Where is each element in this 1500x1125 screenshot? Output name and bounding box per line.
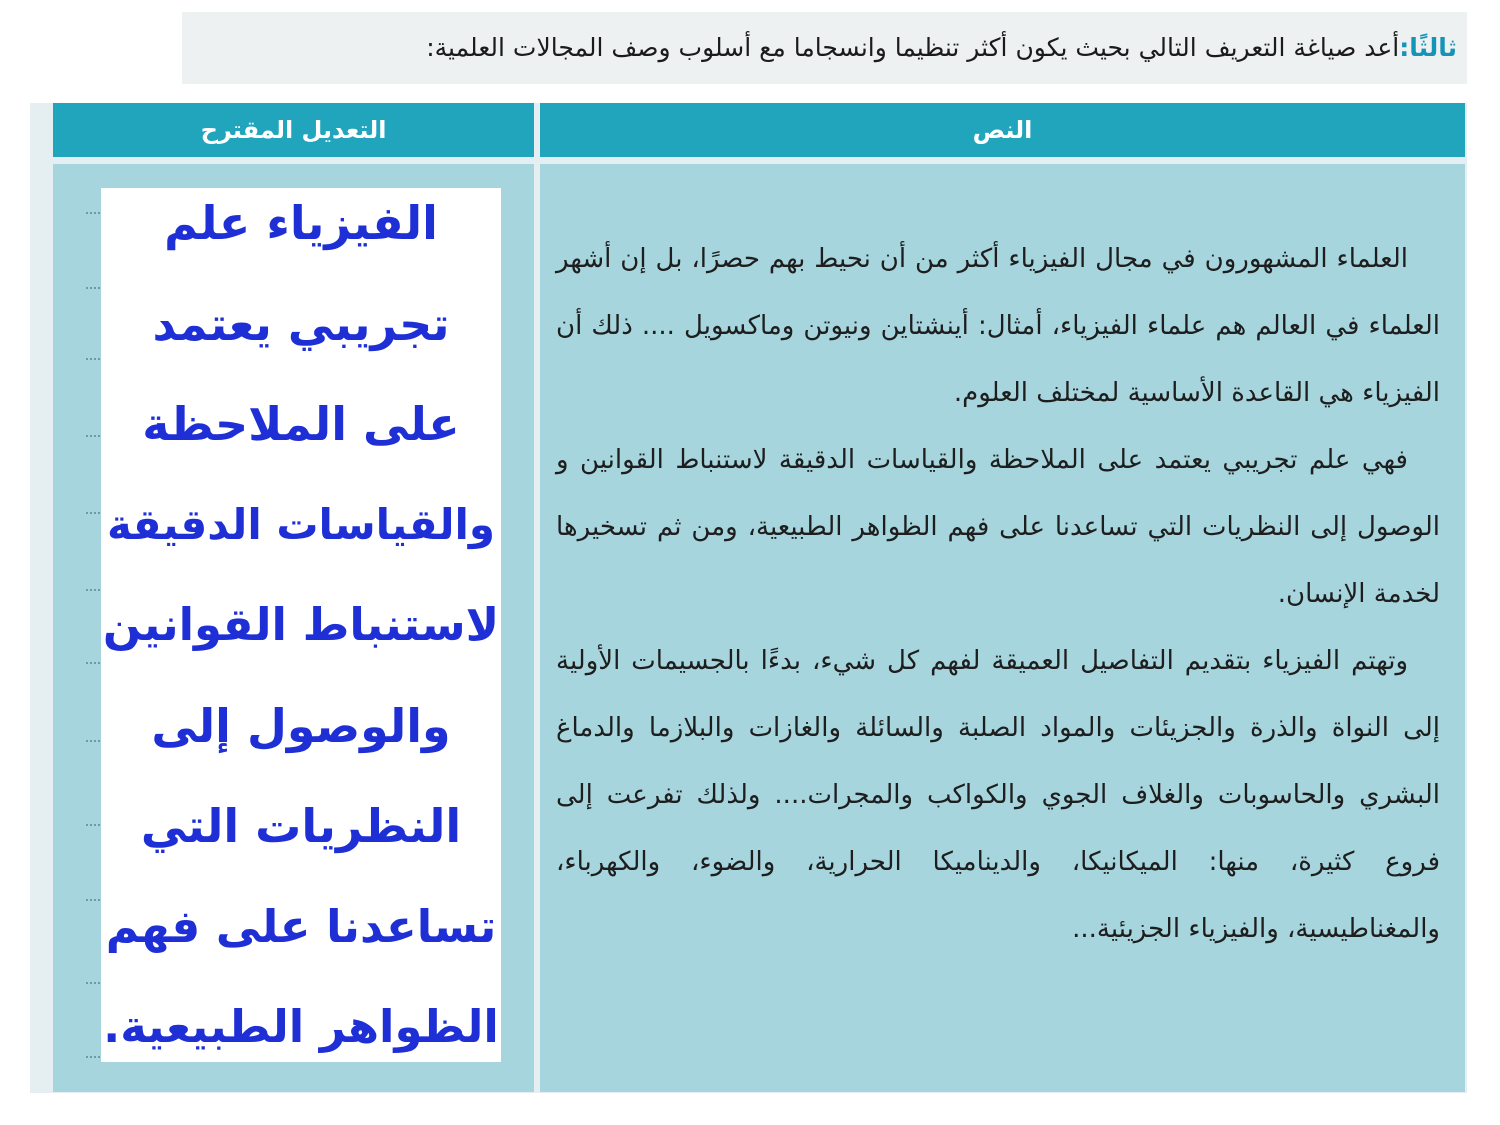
suggested-modification-answer	[101, 190, 501, 1095]
answer-line: النظريات التي	[140, 799, 462, 853]
instruction-lead: ثالثًا:	[1399, 33, 1457, 62]
answer-line: الظواهر الطبيعية.	[103, 1000, 499, 1053]
instruction-banner	[182, 12, 1467, 84]
text-column-header: النص	[540, 103, 1465, 157]
instruction-text: أعد صياغة التعريف التالي بحيث يكون أكثر تنظيما وانسجاما مع أسلوب وصف المجالات العلمية:	[426, 33, 1400, 62]
answer-line: والوصول إلى	[151, 698, 451, 753]
answer-line: تساعدنا على فهم	[105, 899, 497, 953]
source-paragraph: وتهتم الفيزياء بتقديم التفاصيل العميقة لفهم كل شيء، بدءًا بالجسيمات الأولية إلى النواة والذرة والجزيئات والمواد الصلبة والسائلة والغازات والبلازما والدماغ البشري والحاسوبات والغلاف الجوي والكواكب والمجرات.... ولذلك تفرعت إلى فروع كثيرة، منها: الميكانيكا، والديناميكا الحرارية، والضوء، والكهرباء، والمغناطيسية، والفيزياء الجزيئية...	[556, 646, 1440, 944]
answer-line: تجريبي يعتمد	[152, 296, 450, 351]
source-paragraph: العلماء المشهورون في مجال الفيزياء أكثر من أن نحيط بهم حصرًا، بل إن أشهر العلماء في العالم هم علماء الفيزياء، أمثال: أينشتاين ونيوتن وماكسويل .... ذلك أن الفيزياء هي القاعدة الأساسية لمختلف العلوم.	[556, 244, 1440, 408]
answer-line: على الملاحظة	[142, 397, 460, 451]
answer-line: والقياسات الدقيقة	[106, 499, 496, 549]
modification-column-header: التعديل المقترح	[53, 103, 534, 157]
source-text	[556, 226, 1440, 963]
answer-line: الفيزياء علم	[164, 196, 438, 250]
answer-line: لاستنباط القوانين	[102, 598, 500, 651]
source-paragraph: فهي علم تجريبي يعتمد على الملاحظة والقياسات الدقيقة لاستنباط القوانين و الوصول إلى النظريات التي تساعدنا على فهم الظواهر الطبيعية، ومن ثم تسخيرها لخدمة الإنسان.	[556, 445, 1440, 609]
